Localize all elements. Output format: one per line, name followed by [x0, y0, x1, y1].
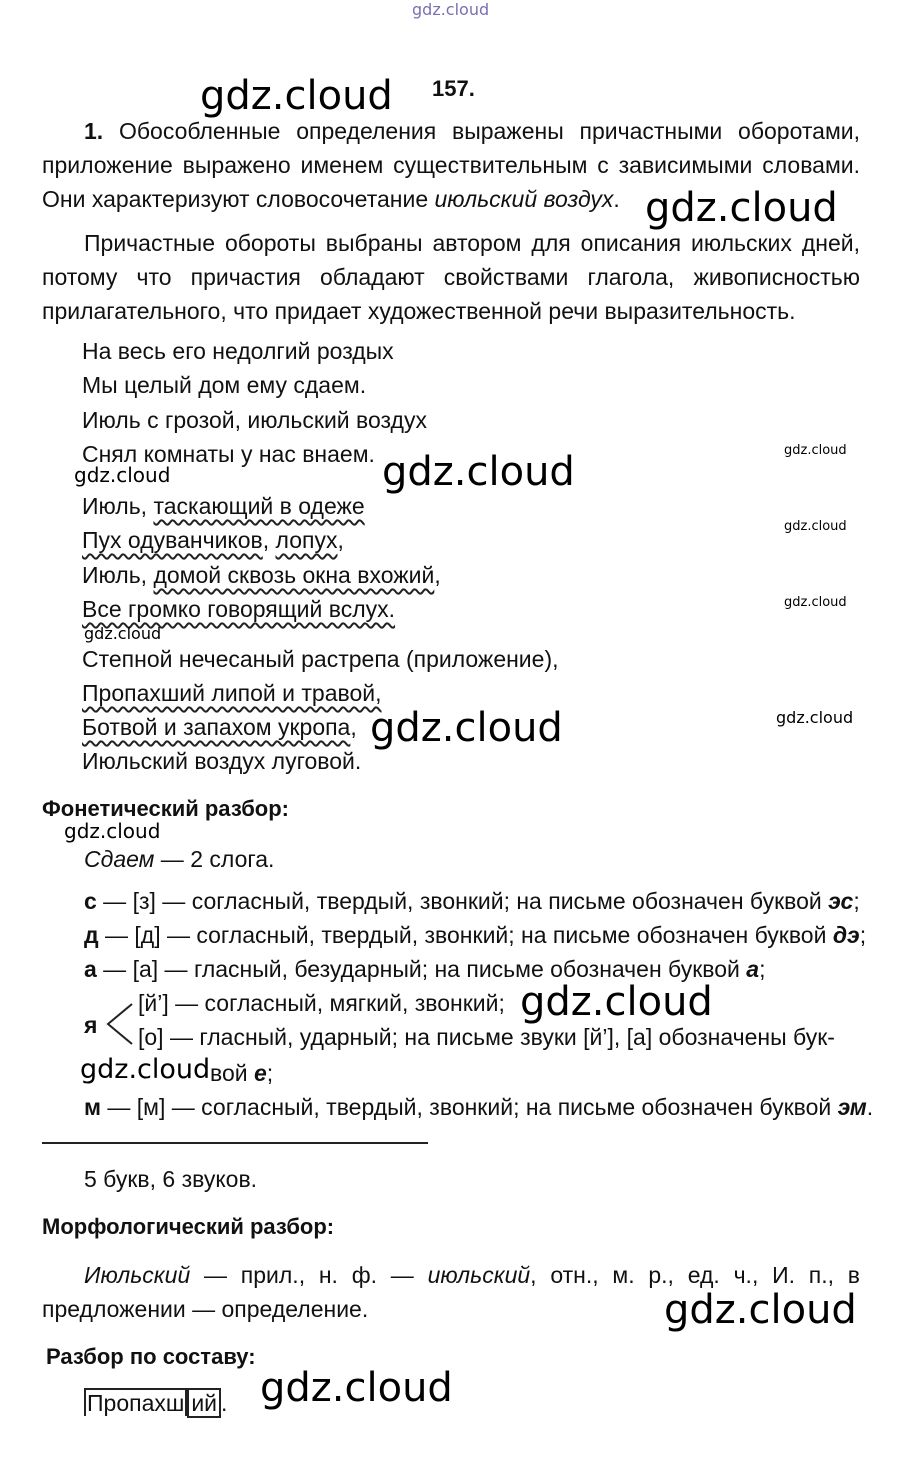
- poem-line-8: [82, 592, 395, 626]
- phonetic-ya-line-1: [й’] — согласный, мягкий, звонкий;: [138, 990, 505, 1016]
- phonetic-word-line: [84, 842, 274, 876]
- poem-comma: ,: [350, 714, 357, 740]
- morph-initial-form: июльский: [427, 1262, 531, 1288]
- poem-line-2: Мы целый дом ему сдаем.: [82, 372, 367, 398]
- word-stem: Пропахш: [84, 1388, 187, 1416]
- phonetic-syllables: — 2 слога.: [154, 846, 275, 872]
- poem-line-5-start: Июль,: [82, 493, 154, 519]
- poem-line-7: [82, 558, 441, 592]
- phonetic-ref: дэ: [832, 922, 860, 948]
- watermark: gdz.cloud: [74, 463, 171, 487]
- watermark: gdz.cloud: [784, 443, 847, 458]
- phonetic-end: ;: [759, 956, 766, 982]
- phonetic-desc: согласный, твердый, звонкий; на письме обозначен буквой: [191, 888, 829, 914]
- watermark: gdz.cloud: [80, 1054, 211, 1085]
- poem-line-9: Степной нечесаный растрепа (приложение),: [82, 646, 559, 672]
- participle-phrase-3: Все громко говорящий вслух.: [82, 596, 396, 622]
- phonetic-heading: Фонетический разбор:: [42, 796, 289, 821]
- intro-text-a: Обособленные определения выражены причастными оборотами, приложение выражено именем существительным с зависимыми словами. Они характеризуют словосочетание: [42, 118, 861, 212]
- phonetic-letter: с: [84, 888, 97, 914]
- phonetic-ref: эм: [837, 1094, 867, 1120]
- phonetic-letter: м: [84, 1094, 102, 1120]
- poem-line-11: [82, 710, 357, 744]
- phonetic-ya-text: вой: [210, 1060, 254, 1086]
- watermark: gdz.cloud: [784, 595, 847, 610]
- intro-number: 1.: [84, 118, 104, 144]
- morph-word: Июльский: [84, 1262, 191, 1288]
- watermark-top: gdz.cloud: [412, 0, 490, 19]
- watermark: gdz.cloud: [370, 705, 563, 751]
- phonetic-sound: — [а] —: [96, 956, 194, 982]
- phonetic-row-m: [84, 1090, 873, 1124]
- morph-desc-2: , отн., м. р., ед. ч., И. п., в предложении — определение.: [42, 1262, 861, 1322]
- intro-phrase: июльский воздух: [434, 186, 614, 212]
- phonetic-row-d: [84, 918, 866, 952]
- participle-phrase-1-cont: Пух одуванчиков: [82, 527, 263, 553]
- watermark: gdz.cloud: [776, 708, 854, 727]
- morph-heading: Морфологический разбор:: [42, 1214, 335, 1239]
- phonetic-ref: е: [254, 1060, 267, 1086]
- poem-line-7-start: Июль,: [82, 562, 154, 588]
- phonetic-end: .: [866, 1094, 874, 1120]
- participle-phrase-1: таскающий в одеже: [153, 493, 365, 519]
- participle-phrase-4-cont: Ботвой и запахом укропа: [82, 714, 351, 740]
- poem-line-12: Июльский воздух луговой.: [82, 748, 362, 774]
- intro-paragraph-2: Причастные обороты выбраны автором для описания июльских дней, потому что причастия обладают свойствами глагола, живописностью прилагательного, что придает художественной речи выразительность.: [42, 230, 860, 324]
- phonetic-ya-line-2: [о] — гласный, ударный; на письме звуки [й’], [а] обозначены бук-: [138, 1024, 835, 1050]
- divider-line: [42, 1142, 428, 1144]
- poem-line-4: Снял комнаты у нас внаем.: [82, 441, 375, 467]
- phonetic-desc: согласный, твердый, звонкий; на письме обозначен буквой: [201, 1094, 838, 1120]
- watermark: gdz.cloud: [84, 624, 162, 643]
- phonetic-summary: 5 букв, 6 звуков.: [84, 1166, 258, 1192]
- watermark: gdz.cloud: [645, 185, 838, 231]
- poem-line-6: [82, 523, 344, 557]
- morph-desc-1: — прил., н. ф. —: [190, 1262, 428, 1288]
- exercise-number: 157.: [432, 76, 475, 101]
- participle-phrase-1-end: лопух: [275, 527, 338, 553]
- phonetic-end: ;: [853, 888, 860, 914]
- poem-comma: ,: [262, 527, 276, 553]
- poem-line-3: Июль с грозой, июльский воздух: [82, 407, 427, 433]
- phonetic-row-s: [84, 884, 860, 918]
- phonetic-letter: д: [84, 922, 99, 948]
- phonetic-ref: эс: [828, 888, 854, 914]
- participle-phrase-4: Пропахший липой и травой,: [82, 680, 382, 706]
- composition-heading: Разбор по составу:: [46, 1344, 256, 1369]
- phonetic-end: ;: [859, 922, 867, 948]
- phonetic-sound: — [м] —: [101, 1094, 202, 1120]
- phonetic-sound: — [з] —: [96, 888, 192, 914]
- watermark: gdz.cloud: [664, 1287, 857, 1333]
- phonetic-word: Сдаем: [84, 846, 155, 872]
- phonetic-ref: а: [746, 956, 760, 982]
- phonetic-letter-ya: я: [84, 1012, 98, 1038]
- poem-comma: ,: [337, 527, 344, 553]
- watermark: gdz.cloud: [784, 519, 847, 534]
- branch-bracket-icon: [104, 1002, 134, 1046]
- watermark: gdz.cloud: [200, 73, 393, 119]
- poem-line-1: На весь его недолгий роздых: [82, 338, 394, 364]
- phonetic-ya-line-3: [210, 1056, 273, 1090]
- poem-line-5: [82, 489, 365, 523]
- phonetic-desc: согласный, твердый, звонкий; на письме обозначен буквой: [196, 922, 833, 948]
- watermark: gdz.cloud: [64, 819, 161, 843]
- phonetic-end: ;: [266, 1060, 274, 1086]
- participle-phrase-2: домой сквозь окна вхожий: [153, 562, 435, 588]
- watermark: gdz.cloud: [520, 979, 713, 1025]
- composition-dot: .: [221, 1390, 228, 1416]
- phonetic-sound: — [д] —: [98, 922, 197, 948]
- composition-word: [84, 1386, 227, 1420]
- phonetic-desc: гласный, безударный; на письме обозначен буквой: [193, 956, 747, 982]
- poem-comma: ,: [434, 562, 441, 588]
- phonetic-letter: а: [84, 956, 97, 982]
- watermark: gdz.cloud: [382, 449, 575, 495]
- intro-text-c: .: [613, 186, 620, 212]
- watermark: gdz.cloud: [260, 1365, 453, 1411]
- poem-line-10: [82, 676, 382, 710]
- word-ending: ий: [187, 1388, 221, 1418]
